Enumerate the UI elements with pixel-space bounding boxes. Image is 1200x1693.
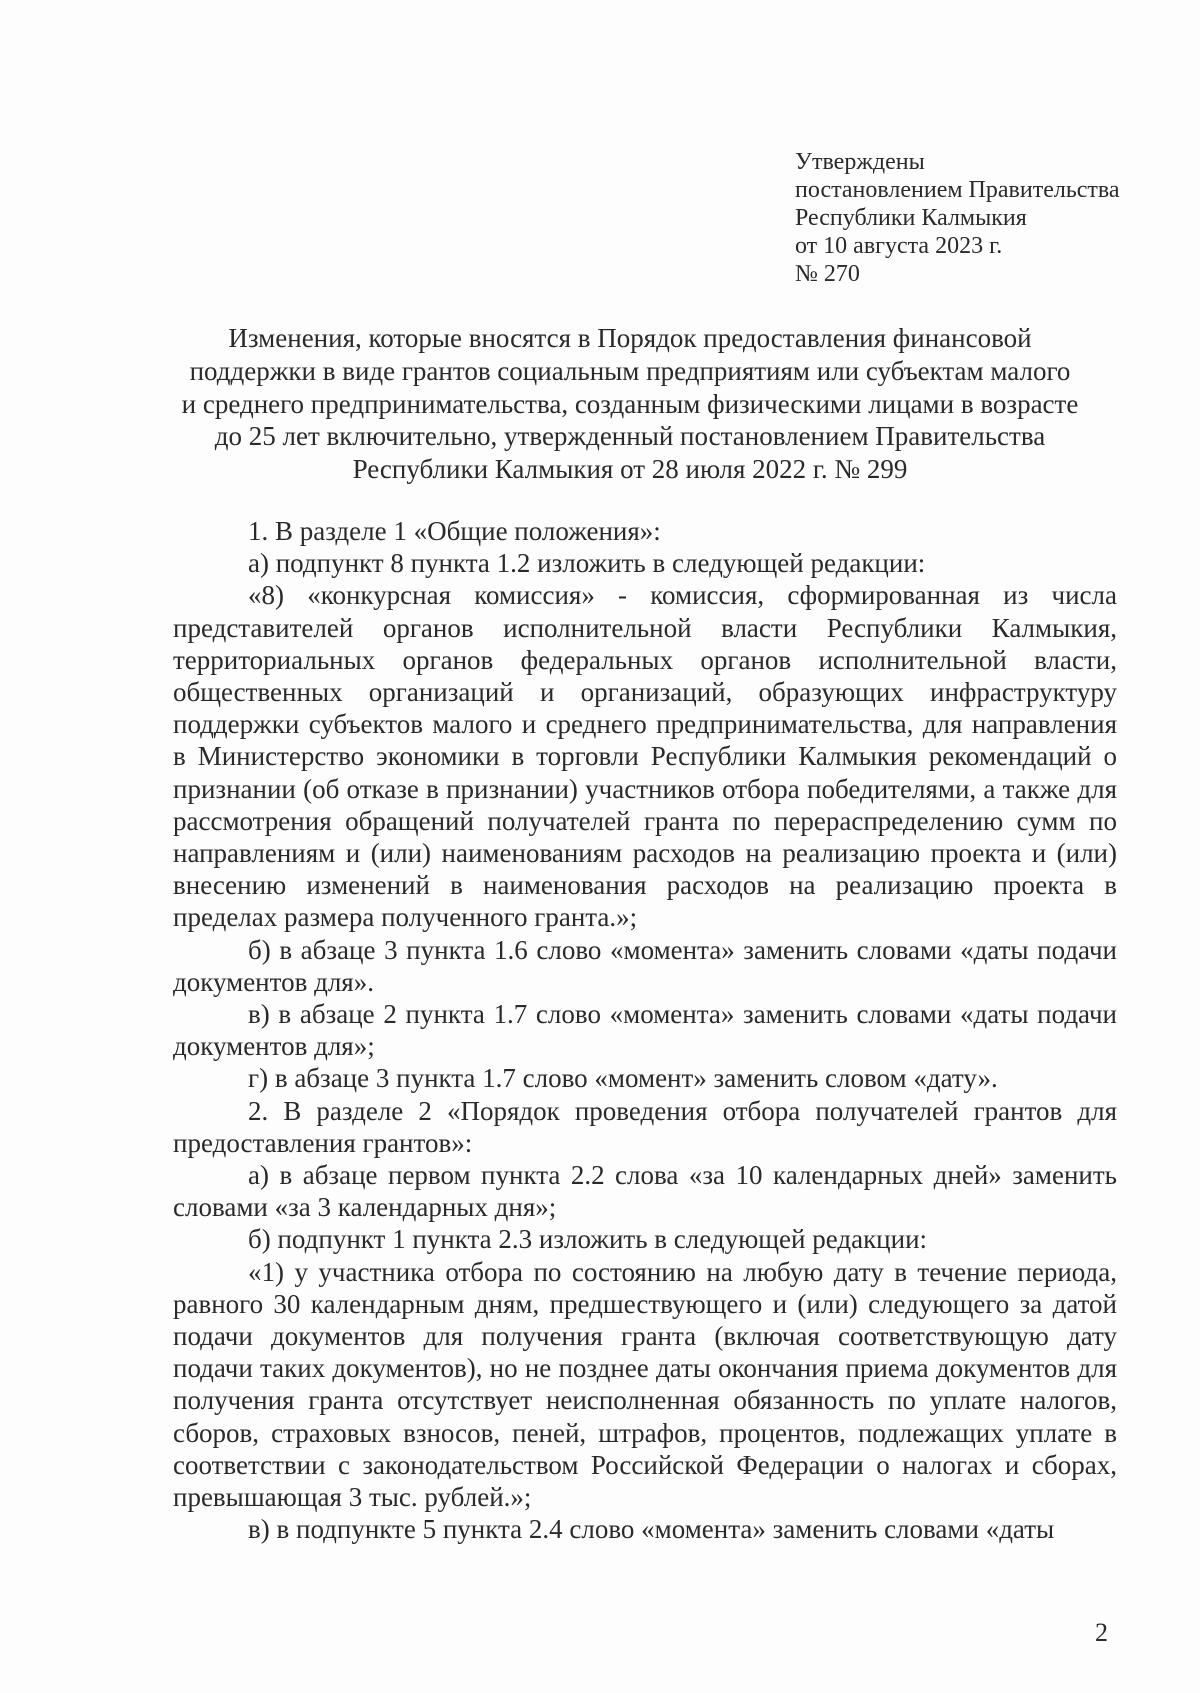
approval-line: Утверждены <box>795 149 925 175</box>
document-title <box>170 322 1090 486</box>
approval-line: от 10 августа 2023 г. <box>795 233 1003 259</box>
paragraph: в) в абзаце 2 пункта 1.7 слово «момента» заменить словами «даты подачи документов для»; <box>173 999 1117 1062</box>
paragraph: а) подпункт 8 пункта 1.2 изложить в следующей редакции: <box>248 548 926 579</box>
title-line: и среднего предпринимательства, созданным физическими лицами в возрасте <box>181 388 1079 419</box>
approval-stamp-block <box>795 148 1175 288</box>
title-line: поддержки в виде грантов социальным предприятиям или субъектам малого <box>189 355 1071 386</box>
approval-line: Республики Калмыкия <box>795 205 1027 231</box>
approval-line: постановлением Правительства <box>795 177 1120 203</box>
page-number: 2 <box>1095 1618 1108 1647</box>
paragraph: г) в абзаце 3 пункта 1.7 слово «момент» заменить словом «дату». <box>248 1063 998 1094</box>
paragraph: 1. В разделе 1 «Общие положения»: <box>248 516 661 546</box>
paragraph: б) подпункт 1 пункта 2.3 изложить в следующей редакции: <box>248 1224 928 1255</box>
approval-line: № 270 <box>795 261 860 287</box>
paragraph: «8) «конкурсная комиссия» - комиссия, сформированная из числа представителей органов исполнительной власти Республики Калмыкия, территориальных органов федеральных органов исполнительной власти, общественных организаций и организаций, образующих инфраструктуру поддержки субъектов малого и среднего предпринимательства, для направления в Министерство экономики в торговли Республики Калмыкия рекомендаций о признании (об отказе в признании) участников отбора победителями, а также для рассмотрения обращений получателей гранта по перераспределению сумм по направлениям и (или) наименованиям расходов на реализацию проекта и (или) внесению изменений в наименования расходов на реализацию проекта в пределах размера полученного гранта.»; <box>173 580 1117 933</box>
paragraph: в) в подпункте 5 пункта 2.4 слово «момента» заменить словами «даты <box>248 1514 1055 1545</box>
title-line: Изменения, которые вносятся в Порядок предоставления финансовой <box>228 323 1032 353</box>
document-body <box>173 515 1117 1546</box>
paragraph: а) в абзаце первом пункта 2.2 слова «за 10 календарных дней» заменить словами «за 3 календарных дня»; <box>173 1160 1117 1223</box>
paragraph: «1) у участника отбора по состоянию на любую дату в течение периода, равного 30 календарным дням, предшествующего и (или) следующего за датой подачи документов для получения гранта (включая соответствующую дату подачи таких документов), но не позднее даты окончания приема документов для получения гранта отсутствует неисполненная обязанность по уплате налогов, сборов, страховых взносов, пеней, штрафов, процентов, подлежащих уплате в соответствии с законодательством Российской Федерации о налогах и сборах, превышающая 3 тыс. рублей.»; <box>173 1256 1117 1513</box>
paragraph: б) в абзаце 3 пункта 1.6 слово «момента» заменить словами «даты подачи документов для». <box>173 934 1117 997</box>
paragraph: 2. В разделе 2 «Порядок проведения отбора получателей грантов для предоставления грантов»: <box>173 1095 1117 1158</box>
title-line: до 25 лет включительно, утвержденный постановлением Правительства <box>214 421 1046 452</box>
title-line: Республики Калмыкия от 28 июля 2022 г. № 299 <box>352 454 908 485</box>
